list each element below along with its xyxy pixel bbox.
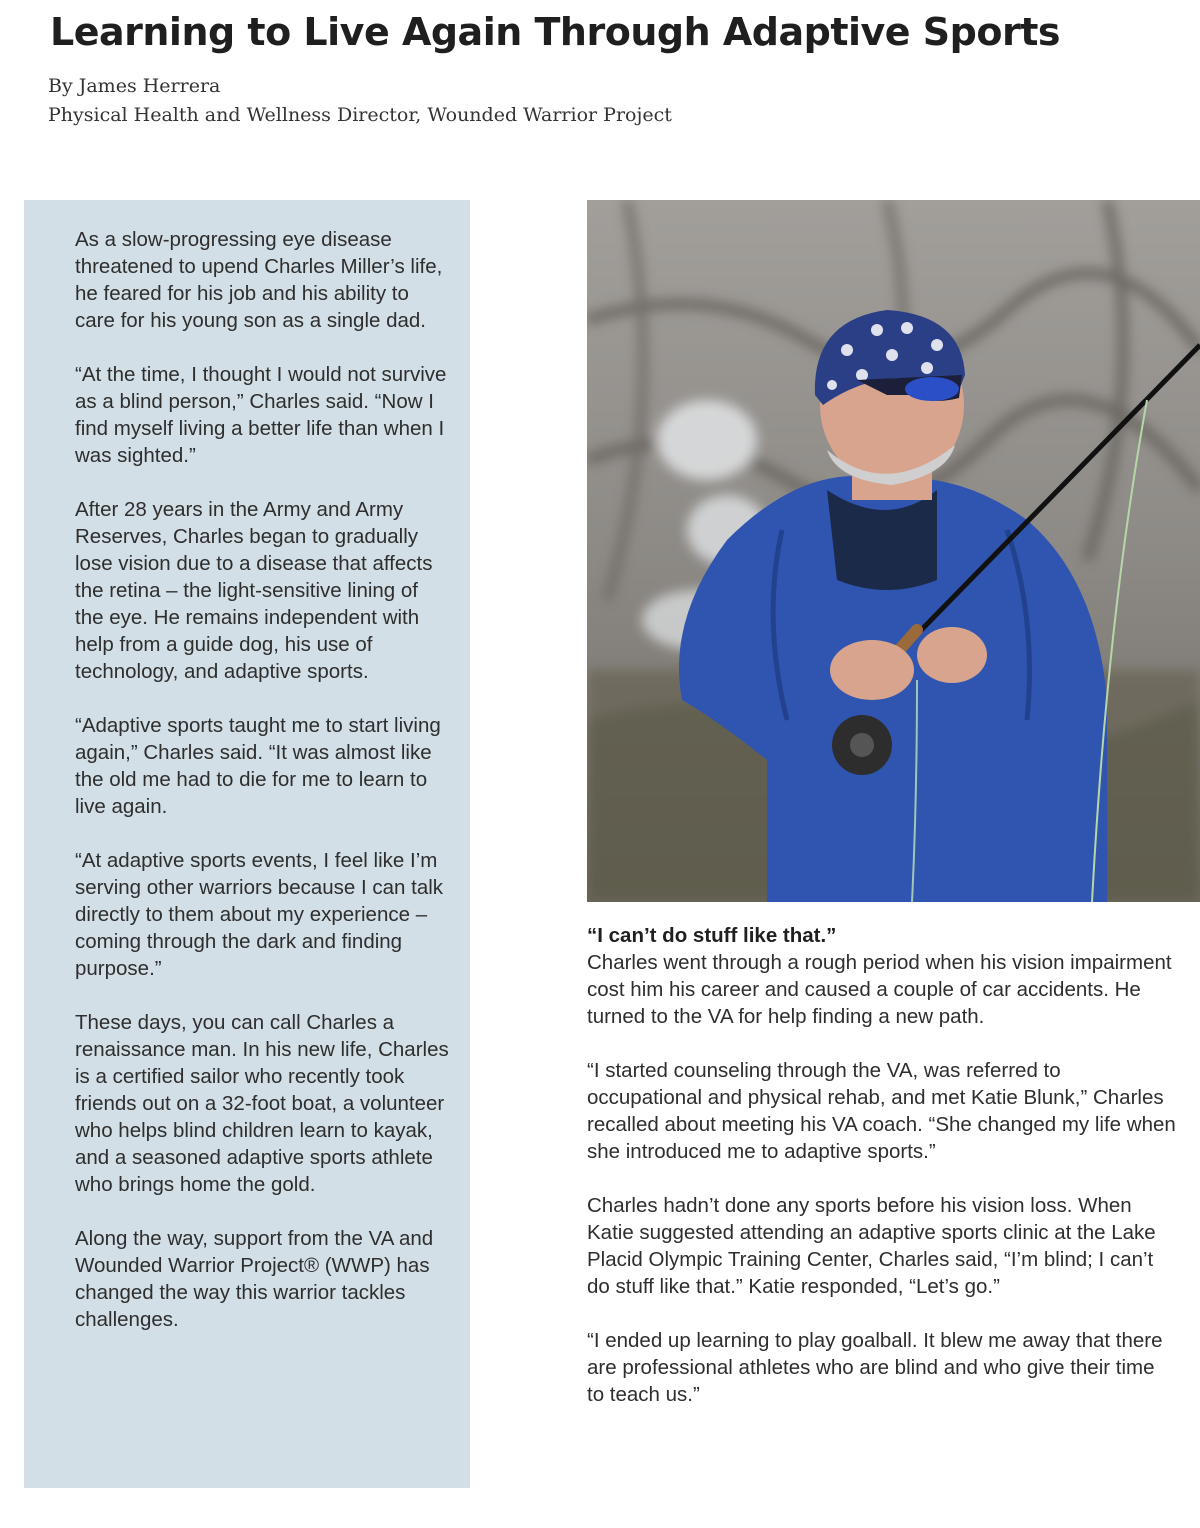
sidebar-paragraph: “Adaptive sports taught me to start living again,” Charles said. “It was almost like the old me had to die for me to learn to live again. <box>75 714 441 818</box>
article-body <box>587 922 1177 1435</box>
sidebar-paragraph: Along the way, support from the VA and Wounded Warrior Project® (WWP) has changed the way this warrior tackles challenges. <box>75 1227 434 1331</box>
author-title: Physical Health and Wellness Director, Wounded Warrior Project <box>48 104 672 126</box>
article-paragraph: Charles hadn’t done any sports before his vision loss. When Katie suggested attending an adaptive sports clinic at the Lake Placid Olympic Training Center, Charles said, “I’m blind; I can’t do stuff like that.” Katie responded, “Let’s go.” <box>587 1194 1156 1298</box>
sidebar-paragraph: After 28 years in the Army and Army Reserves, Charles began to gradually lose vision due to a disease that affects the retina – the light-sensitive lining of the eye. He remains independent with help from a guide dog, his use of technology, and adaptive sports. <box>75 498 433 683</box>
sidebar-panel <box>24 200 470 1488</box>
byline <box>48 72 672 130</box>
article-paragraph: “I ended up learning to play goalball. It blew me away that there are professional athletes who are blind and who give their time to teach us.” <box>587 1329 1163 1406</box>
sidebar-paragraph: These days, you can call Charles a renaissance man. In his new life, Charles is a certified sailor who recently took friends out on a 32-foot boat, a volunteer who helps blind children learn to kayak, and a seasoned adaptive sports athlete who brings home the gold. <box>75 1011 449 1196</box>
sidebar-paragraph: As a slow-progressing eye disease threatened to upend Charles Miller’s life, he feared for his job and his ability to care for his young son as a single dad. <box>75 228 443 332</box>
article-paragraph: Charles went through a rough period when his vision impairment cost him his career and caused a couple of car accidents. He turned to the VA for help finding a new path. <box>587 951 1172 1028</box>
sidebar-paragraph: “At the time, I thought I would not survive as a blind person,” Charles said. “Now I find myself living a better life than when I was sighted.” <box>75 363 447 467</box>
article-paragraph: “I started counseling through the VA, was referred to occupational and physical rehab, and met Katie Blunk,” Charles recalled about meeting his VA coach. “She changed my life when she introduced me to adaptive sports.” <box>587 1059 1176 1163</box>
article-title: Learning to Live Again Through Adaptive Sports <box>50 10 1060 54</box>
fly-fishing-photo <box>587 200 1200 902</box>
sidebar-paragraph: “At adaptive sports events, I feel like I’m serving other warriors because I can talk directly to them about my experience – coming through the dark and finding purpose.” <box>75 849 444 980</box>
section-subhead: “I can’t do stuff like that.” <box>587 924 837 947</box>
author-name: By James Herrera <box>48 75 221 97</box>
